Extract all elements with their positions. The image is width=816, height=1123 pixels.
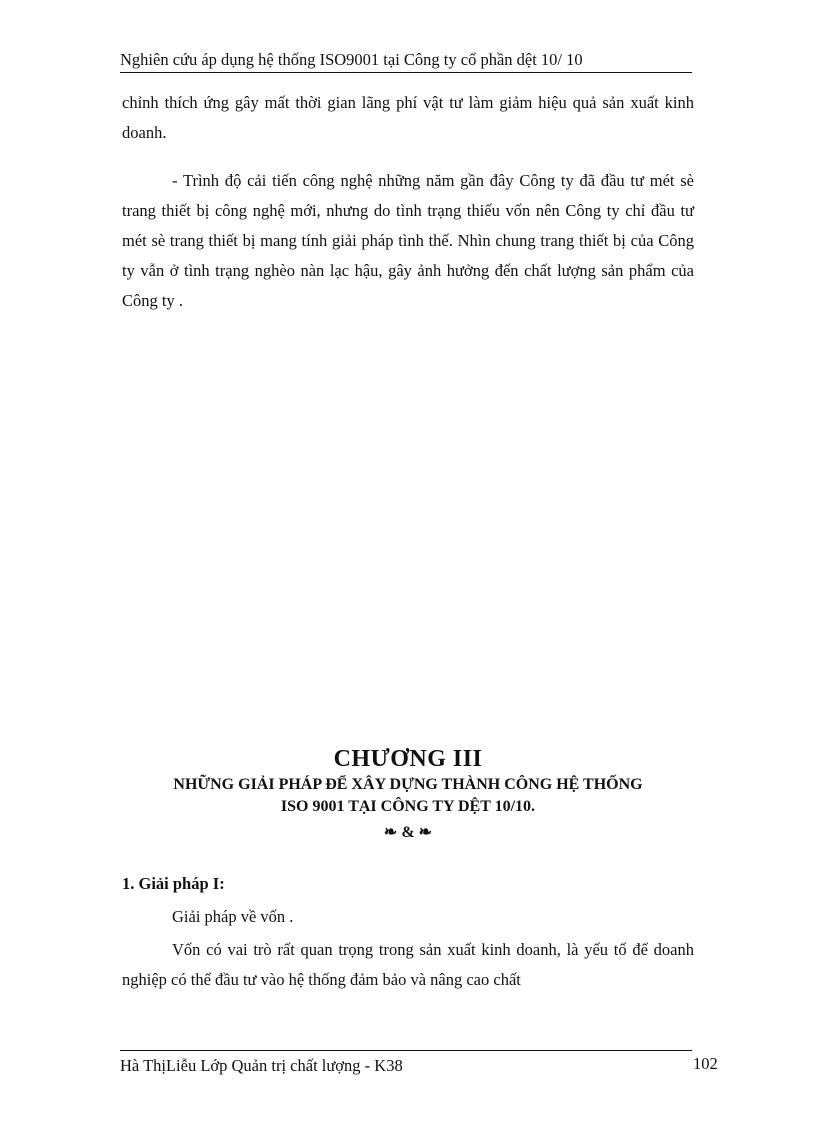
section-paragraph-capital: Vốn có vai trò rất quan trọng trong sản xuất kinh doanh, là yếu tố để doanh nghiệp có thể đầu tư vào hệ thống đảm bảo và nâng cao chất	[122, 940, 694, 989]
chapter-title: CHƯƠNG III	[333, 746, 483, 772]
chapter-subtitle-line1: NHỮNG GIẢI PHÁP ĐỂ XÂY DỰNG THÀNH CÔNG HỆ THỐNG	[173, 776, 643, 793]
footer-author: Hà ThịLiễu Lớp Quản trị chất lượng - K38	[120, 1056, 403, 1075]
running-header: Nghiên cứu áp dụng hệ thống ISO9001 tại Công ty cổ phần dệt 10/ 10	[120, 50, 692, 73]
body-paragraph-continuation: chỉnh thích ứng gây mất thời gian lãng phí vật tư làm giảm hiệu quả sản xuất kinh doanh.	[122, 93, 694, 142]
body-paragraph-technology: - Trình độ cải tiến công nghệ những năm gần đây Công ty đã đầu tư mét sè trang thiết bị công nghệ mới, nhưng do tình trạng thiếu vốn nên Công ty chỉ đầu tư mét sè trang thiết bị mang tính giải pháp tình thế. Nhìn chung trang thiết bị của Công ty vẫn ở tình trạng nghèo nàn lạc hậu, gây ảnh hưởng đến chất lượng sản phẩm của Công ty .	[122, 171, 694, 310]
footer-rule	[120, 1050, 692, 1051]
section-paragraph-topic: Giải pháp về vốn .	[172, 907, 294, 926]
chapter-subtitle-line2: ISO 9001 TẠI CÔNG TY DỆT 10/10.	[280, 798, 536, 815]
section-heading: 1. Giải pháp I:	[122, 874, 225, 893]
chapter-ornament: ❧ & ❧	[383, 824, 433, 841]
page-number: 102	[693, 1054, 718, 1073]
